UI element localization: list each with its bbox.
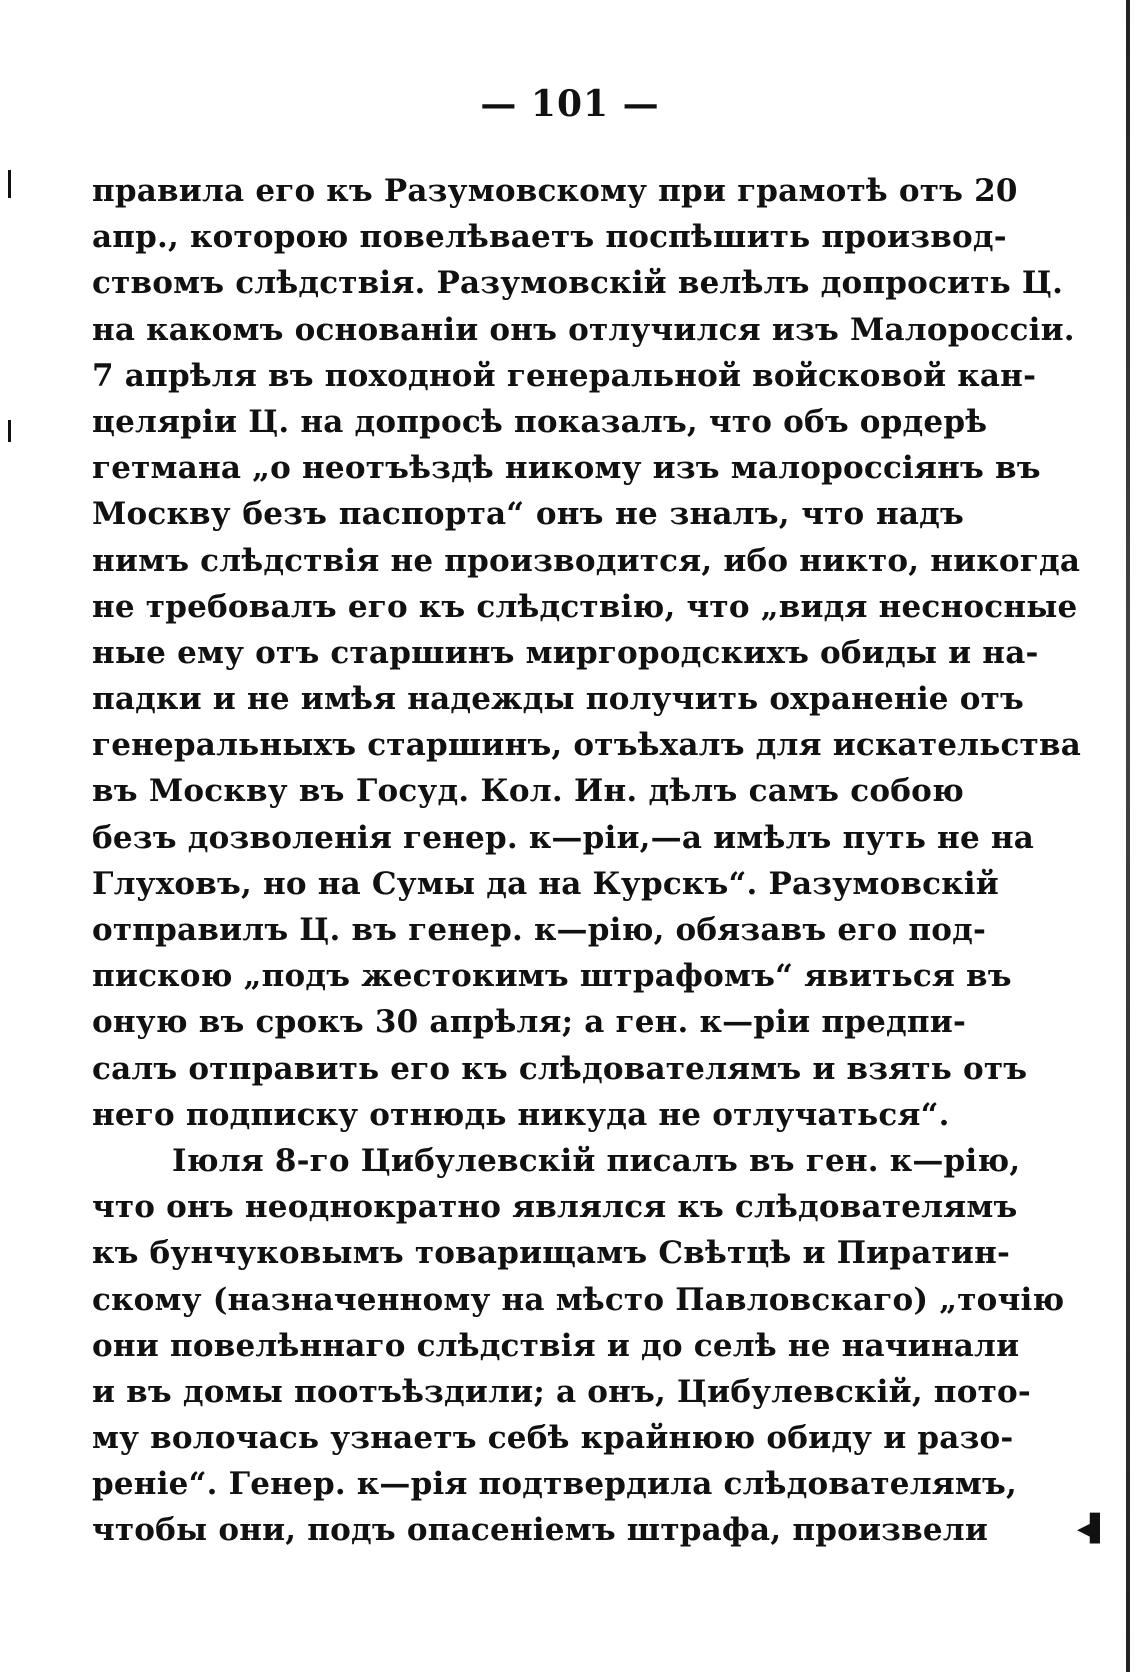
text-line: гетмана „о неотъѣздѣ никому изъ малороссіянъ въ	[92, 450, 1041, 487]
text-line: ствомъ слѣдствія. Разумовскій велѣлъ допросить Ц.	[92, 265, 1064, 302]
text-line: они повелѣннаго слѣдствія и до селѣ не начинали	[92, 1327, 1020, 1364]
text-line: Іюля 8-го Цибулевскій писалъ въ ген. к—рію,	[172, 1142, 1021, 1179]
text-line: 7 апрѣля въ походной генеральной войсковой кан-	[92, 357, 1037, 394]
text-line: падки и не имѣя надежды получить охраненіе отъ	[92, 681, 1024, 718]
text-line: целяріи Ц. на допросѣ показалъ, что объ ордерѣ	[92, 403, 988, 440]
text-line: что онъ неоднократно являлся къ слѣдователямъ	[92, 1189, 1018, 1226]
text-line: отправилъ Ц. въ генер. к—рію, обязавъ его под-	[92, 912, 987, 948]
text-line: къ бунчуковымъ товарищамъ Свѣтцѣ и Пиратин-	[92, 1235, 1011, 1272]
text-line: ные ему отъ старшинъ миргородскихъ обиды и на-	[92, 634, 1039, 671]
text-line: пискою „подъ жестокимъ штрафомъ“ явиться въ	[92, 958, 1012, 995]
text-line: Глуховъ, но на Сумы да на Курскъ“. Разумовскій	[92, 865, 999, 902]
margin-arrow-icon: ◂▌	[1076, 1514, 1110, 1544]
text-line: скому (назначенному на мѣсто Павловскаго) „точію	[92, 1281, 1065, 1318]
text-line: апр., которою повелѣваетъ поспѣшить производ-	[92, 219, 1007, 256]
left-margin-mark	[8, 170, 11, 198]
text-line: безъ дозволенія генер. к—ріи,—а имѣлъ путь не на	[92, 819, 1035, 856]
text-line: оную въ срокъ 30 апрѣля; а ген. к—ріи предпи-	[92, 1004, 967, 1041]
text-line: салъ отправить его къ слѣдователямъ и взять отъ	[92, 1050, 1028, 1087]
text-line: въ Москву въ Госуд. Кол. Ин. дѣлъ самъ собою	[92, 773, 964, 810]
page-edge-shadow	[1126, 0, 1130, 1672]
text-line: не требовалъ его къ слѣдствію, что „видя несносные	[92, 588, 1078, 625]
text-line: реніе“. Генер. к—рія подтвердила слѣдователямъ,	[92, 1466, 1017, 1503]
body-text	[92, 168, 1081, 1554]
text-line: него подписку отнюдь никуда не отлучаться“.	[92, 1096, 950, 1133]
text-line: нимъ слѣдствія не производится, ибо никто, никогда	[92, 542, 1081, 579]
text-line: генеральныхъ старшинъ, отъѣхалъ для искательства	[92, 727, 1081, 764]
text-line: на какомъ основаніи онъ отлучился изъ Малороссіи.	[92, 311, 1075, 348]
page-number: — 101 —	[480, 83, 660, 125]
text-line: правила его къ Разумовскому при грамотѣ отъ 20	[92, 173, 1018, 209]
text-line: и въ домы поотъѣздили; а онъ, Цибулевскій, пото-	[92, 1373, 1031, 1410]
text-line: Москву безъ паспорта“ онъ не зналъ, что надъ	[92, 496, 964, 533]
left-margin-mark	[8, 420, 11, 442]
text-line: му волочась узнаетъ себѣ крайнюю обиду и разо-	[92, 1420, 1014, 1457]
text-line: чтобы они, подъ опасеніемъ штрафа, произвели	[92, 1512, 989, 1549]
